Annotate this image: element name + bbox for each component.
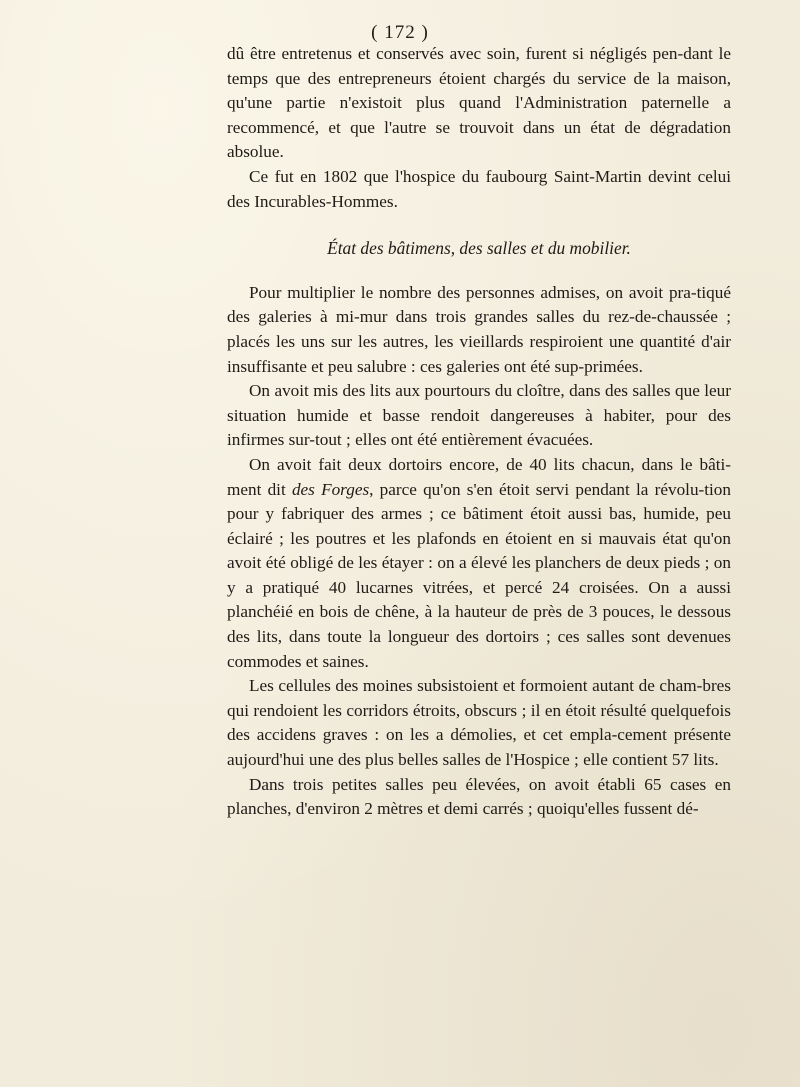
body-text bbox=[227, 42, 731, 822]
paragraph: Dans trois petites salles peu élevées, on avoit établi 65 cases en planches, d'environ 2 mètres et demi carrés ; quoiqu'elles fussent dé- bbox=[227, 774, 731, 819]
paragraph: Pour multiplier le nombre des personnes admises, on avoit pra-tiqué des galeries à mi-mur dans trois grandes salles du rez-de-chaussée ; placés les uns sur les autres, les vieillards respiroient une quantité d'air insuffisante et peu salubre : ces galeries ont été sup-primées. bbox=[227, 282, 731, 376]
italic-text: des Forges bbox=[291, 479, 370, 499]
paragraph: dû être entretenus et conservés avec soin, furent si négligés pen-dant le temps que des entrepreneurs étoient chargés du service de la maison, qu'une partie n'existoit plus quand l'Administration paternelle a recommencé, et que l'autre se trouvoit dans un état de dégradation absolue. bbox=[227, 44, 731, 162]
section-heading: État des bâtimens, des salles et du mobilier. bbox=[327, 238, 631, 259]
text-run: , parce qu'on s'en étoit servi pendant la révolu-tion pour y fabriquer des armes ; ce bâtiment étoit aussi bas, humide, peu éclairé ; les poutres et les plafonds en étoient en si mauvais état qu'on avoit été obligé de les étayer : on a élevé les planchers de deux pieds ; on y a pratiqué 40 lucarnes vitrées, et percé 24 croisées. On a aussi planchéié en bois de chêne, à la hauteur de près de 3 pouces, le dessous des lits, dans toute la longueur des dortoirs ; ces salles sont devenues commodes et saines. bbox=[227, 479, 731, 671]
text-run: On avoit fait deux dortoirs encore, de 40 lits chacun, dans le bâti-ment dit bbox=[227, 454, 731, 499]
paragraph: Ce fut en 1802 que l'hospice du faubourg Saint-Martin devint celui des Incurables-Hommes. bbox=[227, 166, 731, 211]
page-number: ( 172 ) bbox=[371, 22, 429, 43]
paragraph: On avoit mis des lits aux pourtours du cloître, dans des salles que leur situation humide et basse rendoit dangereuses à habiter, pour des infirmes sur-tout ; elles ont été entièrement évacuées. bbox=[227, 381, 731, 450]
paragraph bbox=[227, 453, 731, 674]
paragraph: Les cellules des moines subsistoient et formoient autant de cham-bres qui rendoient les corridors étroits, obscurs ; il en étoit résulté quelquefois des accidens graves : on les a démolies, et cet empla-cement présente aujourd'hui une des plus belles salles de l'Hospice ; elle contient 57 lits. bbox=[227, 676, 731, 770]
